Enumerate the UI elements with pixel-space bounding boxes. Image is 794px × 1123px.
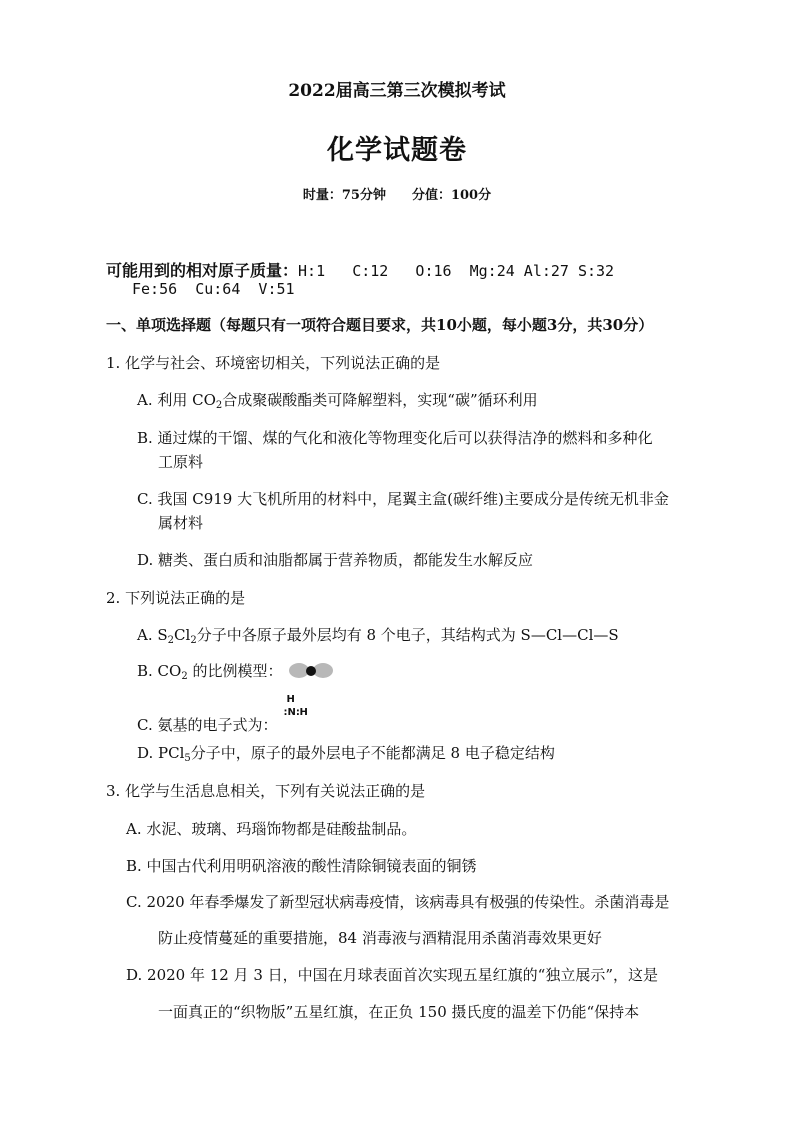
question-1-option-c: C. 我国 C919 大飞机所用的材料中，尾翼主盒(碳纤维)主要成分是传统无机非金 (137, 490, 669, 508)
question-2-option-a: A. $S_2Cl_2$分子中各原子最外层均有 8 个电子，其结构式为 S—Cl—Cl—S (137, 626, 619, 646)
amino-electron-formula-icon: H :N: H (283, 694, 308, 718)
question-1-option-d: D. 糖类、蛋白质和油脂都属于营养物质，都能发生水解反应 (137, 551, 534, 569)
question-3-option-a: A. 水泥、玻璃、玛瑙饰物都是硅酸盐制品。 (126, 820, 417, 838)
total-score: 分值：100分 (411, 188, 492, 203)
question-3-option-c-cont: 防止疫情蔓延的重要措施，84 消毒液与酒精混用杀菌消毒效果更好 (158, 929, 602, 947)
question-1-option-a: A. 利用 $CO_2$合成聚碳酸酯类可降解塑料，实现“碳”循环利用 (137, 391, 538, 411)
question-2-stem: 2. 下列说法正确的是 (106, 589, 246, 607)
question-1-option-b: B. 通过煤的干馏、煤的气化和液化等物理变化后可以获得洁净的燃料和多种化 (137, 429, 653, 447)
question-2-option-c: C. 氨基的电子式为： H :N: H (137, 706, 313, 735)
question-3-stem: 3. 化学与生活息息相关，下列有关说法正确的是 (106, 782, 426, 800)
atomic-mass-line-1 (106, 258, 614, 281)
section-heading: 一、单项选择题（每题只有一项符合题目要求，共10小题，每小题3分，共30分） (106, 316, 654, 334)
question-2-option-b: B. $CO_2$ 的比例模型： (137, 660, 335, 681)
atomic-mass-values-1: H:1 C:12 O:16 Mg:24 Al:27 S:32 (298, 262, 615, 280)
question-3-option-d: D. 2020 年 12 月 3 日，中国在月球表面首次实现五星红旗的“独立展示”，这是 (126, 966, 659, 984)
exam-title: 化学试题卷 (327, 135, 467, 166)
co2-space-filling-model-icon (289, 663, 335, 679)
time-limit: 时量：75分钟 (302, 188, 386, 203)
atomic-mass-label: 可能用到的相对原子质量： (106, 261, 299, 280)
question-1-option-c-cont: 属材料 (158, 514, 204, 532)
question-2-option-d: D. PCl$_5$分子中，原子的最外层电子不能都满足 8 电子稳定结构 (137, 744, 555, 764)
atomic-mass-values-2: Fe:56 Cu:64 V:51 (132, 280, 295, 298)
question-3-option-d-cont: 一面真正的“织物版”五星红旗，在正负 150 摄氏度的温差下仍能“保持本 (158, 1003, 640, 1021)
exam-subtitle: 2022届高三第三次模拟考试 (288, 81, 506, 101)
question-1-option-b-cont: 工原料 (158, 453, 204, 471)
question-3-option-b: B. 中国古代利用明矾溶液的酸性清除铜镜表面的铜锈 (126, 857, 477, 875)
exam-meta (0, 184, 794, 203)
question-1-stem: 1. 化学与社会、环境密切相关，下列说法正确的是 (106, 354, 441, 372)
question-3-option-c: C. 2020 年春季爆发了新型冠状病毒疫情，该病毒具有极强的传染性。杀菌消毒是 (126, 893, 670, 911)
